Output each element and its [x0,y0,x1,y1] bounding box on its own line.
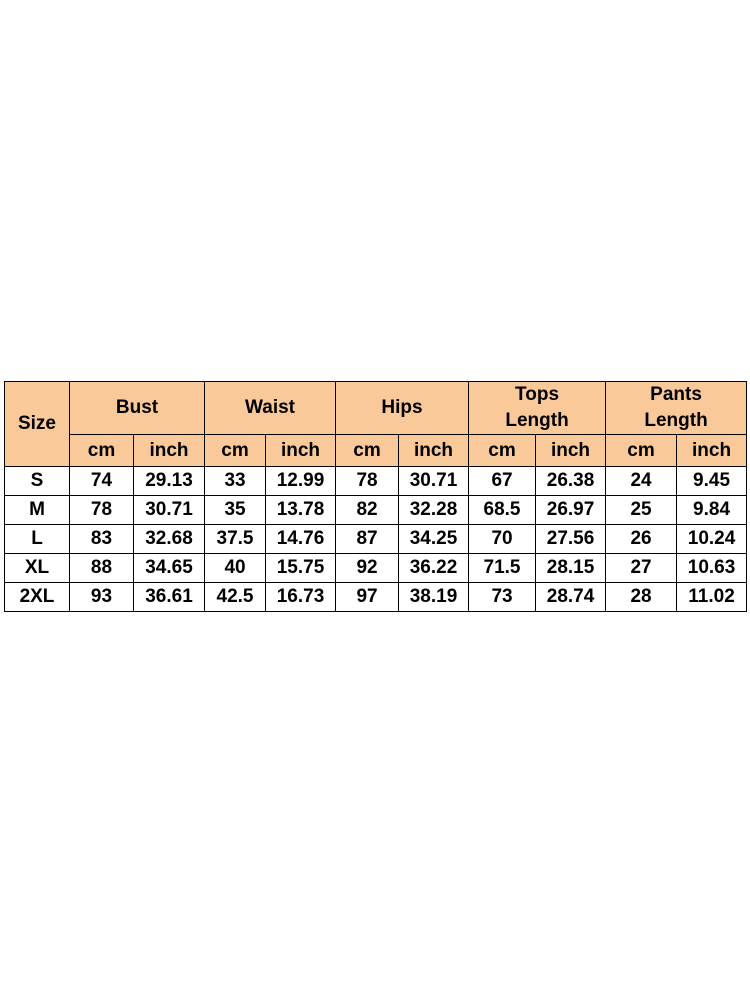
size-chart-table [4,381,747,612]
size-cell: M [5,496,70,525]
header-row-groups [5,382,747,435]
unit-header-cell: cm [336,435,399,467]
value-cell: 33 [205,467,266,496]
value-cell: 10.24 [677,525,747,554]
unit-header-cell: inch [266,435,336,467]
size-cell: S [5,467,70,496]
value-cell: 73 [469,583,536,612]
group-header-hips [336,382,469,435]
value-cell: 38.19 [399,583,469,612]
value-cell: 34.65 [134,554,205,583]
value-cell: 32.28 [399,496,469,525]
value-cell: 15.75 [266,554,336,583]
value-cell: 71.5 [469,554,536,583]
size-cell: L [5,525,70,554]
value-cell: 11.02 [677,583,747,612]
value-cell: 12.99 [266,467,336,496]
unit-header-cell: cm [606,435,677,467]
value-cell: 88 [70,554,134,583]
unit-header-cell: inch [536,435,606,467]
value-cell: 97 [336,583,399,612]
value-cell: 82 [336,496,399,525]
header-row-units [5,435,747,467]
value-cell: 14.76 [266,525,336,554]
value-cell: 26 [606,525,677,554]
value-cell: 87 [336,525,399,554]
value-cell: 74 [70,467,134,496]
value-cell: 29.13 [134,467,205,496]
group-header-pants-length [606,382,747,435]
value-cell: 92 [336,554,399,583]
value-cell: 13.78 [266,496,336,525]
value-cell: 28.15 [536,554,606,583]
value-cell: 37.5 [205,525,266,554]
value-cell: 28 [606,583,677,612]
unit-header-cell: cm [205,435,266,467]
group-header-line: Bust [115,397,159,418]
value-cell: 9.84 [677,496,747,525]
group-header-line: Length [644,410,708,431]
group-header-line: Waist [245,397,295,418]
group-header-tops-length [469,382,606,435]
value-cell: 28.74 [536,583,606,612]
group-header-waist [205,382,336,435]
value-cell: 36.22 [399,554,469,583]
size-header-cell: Size [5,382,70,467]
value-cell: 78 [336,467,399,496]
value-cell: 30.71 [399,467,469,496]
unit-header-cell: cm [469,435,536,467]
value-cell: 36.61 [134,583,205,612]
value-cell: 78 [70,496,134,525]
value-cell: 27.56 [536,525,606,554]
group-header-line: Hips [381,397,423,418]
value-cell: 24 [606,467,677,496]
value-cell: 34.25 [399,525,469,554]
unit-header-cell: inch [677,435,747,467]
value-cell: 42.5 [205,583,266,612]
value-cell: 68.5 [469,496,536,525]
value-cell: 10.63 [677,554,747,583]
unit-header-cell: inch [134,435,205,467]
value-cell: 9.45 [677,467,747,496]
value-cell: 16.73 [266,583,336,612]
table-row [5,467,747,496]
group-header-line: Length [505,410,569,431]
group-header-bust [70,382,205,435]
table-row [5,496,747,525]
value-cell: 32.68 [134,525,205,554]
table-row [5,583,747,612]
group-header-line: Pants [650,384,702,405]
value-cell: 67 [469,467,536,496]
value-cell: 35 [205,496,266,525]
group-header-line: Tops [515,384,560,405]
value-cell: 27 [606,554,677,583]
value-cell: 30.71 [134,496,205,525]
unit-header-cell: cm [70,435,134,467]
size-cell: 2XL [5,583,70,612]
value-cell: 26.38 [536,467,606,496]
table-row [5,525,747,554]
table-row [5,554,747,583]
size-cell: XL [5,554,70,583]
value-cell: 93 [70,583,134,612]
value-cell: 26.97 [536,496,606,525]
value-cell: 25 [606,496,677,525]
unit-header-cell: inch [399,435,469,467]
value-cell: 40 [205,554,266,583]
value-cell: 70 [469,525,536,554]
value-cell: 83 [70,525,134,554]
